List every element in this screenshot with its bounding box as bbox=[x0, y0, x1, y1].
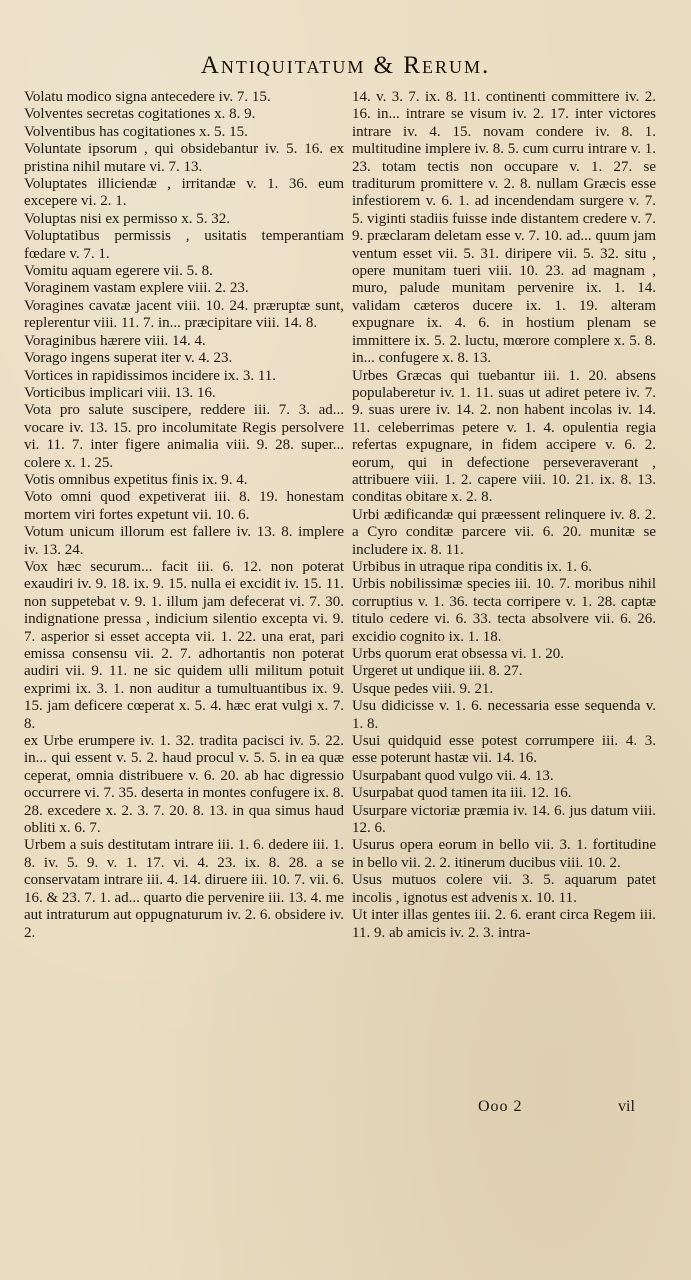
index-entry-text: Volatu modico signa antecedere iv. 7. 15. bbox=[24, 89, 271, 105]
index-entry-text: Usu didicisse v. 1. 6. necessaria esse sequenda v. 1. 8. bbox=[352, 698, 656, 732]
index-entry-text: Volventibus has cogitationes x. 5. 15. bbox=[24, 123, 248, 140]
index-entry bbox=[352, 681, 656, 698]
index-entry-text: Urbis nobilissimæ species iii. 10. 7. moribus nihil corruptius v. 1. 36. tecta corripere v. 1. 28. captæ titulo cedere vi. 6. 33. tecta absolvere vii. 6. 26. excidio cognito ix. 1. 18. bbox=[352, 576, 656, 645]
index-entry-text: Usus mutuos colere vii. 3. 5. aquarum patet incolis , ignotus est advenis x. 10. 11. bbox=[352, 872, 656, 906]
index-entry bbox=[24, 124, 344, 141]
index-entry-text: Volventes secretas cogitationes x. 8. 9. bbox=[24, 106, 256, 123]
index-entry bbox=[352, 663, 656, 680]
index-entry-text: Usurpabat quod tamen ita iii. 12. 16. bbox=[352, 785, 572, 802]
index-entry bbox=[352, 733, 656, 768]
index-entry bbox=[24, 298, 344, 333]
index-entry bbox=[24, 263, 344, 280]
index-entry-text: Usui quidquid esse potest corrumpere iii. 4. 3. esse poterunt hastæ vii. 14. 16. bbox=[352, 733, 656, 767]
index-entry bbox=[352, 646, 656, 663]
index-entry bbox=[24, 280, 344, 297]
index-entry-text: Voluptatibus permissis , usitatis temperantiam fœdare v. 7. 1. bbox=[24, 228, 344, 262]
index-entry bbox=[24, 211, 344, 228]
index-entry-text: Urbes Græcas qui tuebantur iii. 1. 20. absens populaberetur iv. 1. 11. suas ut adiret petere iv. 7. 9. suas urere iv. 14. 2. non habent incolas iv. 14. 11. celeberrimas petere v. 1. 4. opulentia regia refertas expugnare, in fidem accipere v. 6. 2. eorum, qui in defectione perseveraverant , attribuere viii. 1. 2. capere viii. 10. 21. ix. 8. 13. conditas obitare x. 2. 8. bbox=[352, 367, 656, 506]
index-entry-text: Vox hæc securum... facit iii. 6. 12. non poterat exaudiri iv. 9. 18. ix. 9. 15. nulla ei excidit iv. 15. 11. non suppetebat v. 9. 1. illum jam defecerat vi. 7. 30. indignatione pressa , indicium silentio excepta vi. 9. 7. asperior si esset accepta vii. 1. 22. una erat, pari emissa consensu vii. 2. 7. adhortantis non poterat audiri vii. 9. 11. ne sic quidem ulli militum potuit exprimi ix. 3. 1. non auditur a tumultuantibus ix. 9. 15. jam deficere cœperat x. 5. 4. hæc erat vulgi x. 7. 8. bbox=[24, 558, 344, 732]
index-entry bbox=[352, 803, 656, 838]
index-entry bbox=[352, 837, 656, 872]
index-entry bbox=[24, 733, 344, 837]
index-entry-text: Vortices in rapidissimos incidere ix. 3. 11. bbox=[24, 367, 277, 384]
index-entry-text: 14. v. 3. 7. ix. 8. 11. continenti committere iv. 2. 16. in... intrare se visum iv. 2. 17. inter victores intrare iv. 4. 15. novam condere iv. 8. 1. multitudine implere iv. 8. 5. cum curru intrare v. 1. 23. totam tectis non occupare v. 1. 27. se traditurum promittere v. 2. 8. nullam Græcis esse infestiorem v. 6. 1. ad incendendam surgere v. 7. 5. viginti stadiis fuisse inde distantem credere v. 7. 9. præclaram deletam esse v. 7. 10. ad... quum jam ventum esset vii. 5. 31. diripere vii. 5. 32. situ , opere munitam tueri viii. 10. 23. ad magnam , muro, palude munitam pervenire ix. 1. 14. validam cæteros ducere ix. 1. 19. alteram expugnare ix. 4. 6. in hostium plenam se immittere ix. 5. 2. luctu, mœrore complere x. 5. 8. in... confugere x. 8. 13. bbox=[352, 89, 656, 367]
index-entry-text: Vorticibus implicari viii. 13. 16. bbox=[24, 384, 216, 401]
index-entry bbox=[24, 559, 344, 733]
index-entry bbox=[352, 576, 656, 646]
index-entry bbox=[24, 402, 344, 472]
index-entry bbox=[24, 472, 344, 489]
index-entry-text: Voluptates illiciendæ , irritandæ v. 1. 36. eum excepere vi. 2. 1. bbox=[24, 176, 344, 210]
index-entry-text: Usurus opera eorum in bello vii. 3. 1. fortitudine in bello vii. 2. 2. itinerum ducibus viii. 10. 2. bbox=[352, 837, 656, 871]
index-entry bbox=[24, 350, 344, 367]
index-entry-text: Urbem a suis destitutam intrare iii. 1. 6. dedere iii. 1. 8. iv. 5. 9. v. 1. 17. vi. 4. 23. ix. 8. 28. a se conservatam intrare iii. 4. 14. diruere iii. 10. 7. vii. 6. 16. & 23. 7. 1. ad... quarto die pervenire iii. 13. 4. me aut intraturum aut oppugnaturum iv. 2. 6. obsidere iv. 2. bbox=[24, 837, 344, 941]
index-entry bbox=[24, 368, 344, 385]
index-entry-text: Vomitu aquam egerere vii. 5. 8. bbox=[24, 263, 213, 280]
page-footer bbox=[0, 1098, 691, 1118]
index-entry bbox=[24, 176, 344, 211]
index-entry-text: Usurpabant quod vulgo vii. 4. 13. bbox=[352, 767, 554, 784]
index-entry bbox=[352, 907, 656, 942]
index-entry-text: Urgeret ut undique iii. 8. 27. bbox=[352, 663, 523, 680]
index-entry-text: Voluptas nisi ex permisso x. 5. 32. bbox=[24, 210, 230, 227]
catchword: vil bbox=[618, 1098, 635, 1115]
index-entry-text: Voraginibus hærere viii. 14. 4. bbox=[24, 332, 206, 349]
index-entry-text: Usque pedes viii. 9. 21. bbox=[352, 680, 494, 697]
index-entry bbox=[24, 106, 344, 123]
index-entry-text: Urbi ædificandæ qui præessent relinquere iv. 8. 2. a Cyro conditæ parcere vii. 6. 20. munitæ se includere ix. 8. 11. bbox=[352, 506, 656, 558]
index-entry-text: Votum unicum illorum est fallere iv. 13. 8. implere iv. 13. 24. bbox=[24, 524, 344, 558]
index-entry bbox=[24, 333, 344, 350]
signature-mark: Ooo 2 bbox=[478, 1098, 523, 1115]
left-column bbox=[24, 89, 344, 942]
index-entry bbox=[24, 228, 344, 263]
index-entry-text: Urbibus in utraque ripa conditis ix. 1. 6. bbox=[352, 558, 592, 575]
index-entry bbox=[24, 385, 344, 402]
index-entry-text: Voraginem vastam explere viii. 2. 23. bbox=[24, 280, 249, 297]
index-entry-text: Vota pro salute suscipere, reddere iii. 7. 3. ad... vocare iv. 13. 15. pro incolumitate Regis persolvere vi. 11. 7. inter figere animalia viii. 9. 28. super... colere x. 1. 25. bbox=[24, 402, 344, 471]
index-entry bbox=[352, 507, 656, 559]
index-entry bbox=[352, 698, 656, 733]
index-entry bbox=[352, 768, 656, 785]
index-entry bbox=[24, 89, 344, 106]
index-entry bbox=[352, 559, 656, 576]
index-entry-text: Voluntate ipsorum , qui obsidebantur iv. 5. 16. ex pristina nihil mutare vi. 7. 13. bbox=[24, 141, 344, 175]
index-entry-text: Vorago ingens superat iter v. 4. 23. bbox=[24, 350, 233, 367]
running-head: Antiquitatum & Rerum. bbox=[200, 52, 491, 79]
index-entry bbox=[24, 837, 344, 941]
right-column bbox=[352, 89, 656, 942]
index-entry-text: Ut inter illas gentes iii. 2. 6. erant circa Regem iii. 11. 9. ab amicis iv. 2. 3. intra- bbox=[352, 907, 656, 941]
index-entry-text: Votis omnibus expetitus finis ix. 9. 4. bbox=[24, 471, 248, 488]
index-entry bbox=[352, 368, 656, 507]
index-entry bbox=[24, 524, 344, 559]
index-entry-text: ex Urbe erumpere iv. 1. 32. tradita pacisci iv. 5. 22. in... qui essent v. 5. 2. haud procul v. 5. 5. in ea quæ ceperat, omnia distribuere v. 6. 20. ab hac digressio occurrere vi. 7. 35. deserta in montes confugere ix. 8. 28. excedere x. 2. 3. 7. 20. 8. 13. in qua simus haud obliti x. 6. 7. bbox=[24, 733, 344, 837]
index-entry-text: Voto omni quod expetiverat iii. 8. 19. honestam mortem viri fortes expetunt vii. 10. 6. bbox=[24, 489, 344, 523]
index-entry bbox=[352, 872, 656, 907]
index-entry bbox=[24, 141, 344, 176]
index-entry bbox=[24, 489, 344, 524]
index-entry-text: Usurpare victoriæ præmia iv. 14. 6. jus datum viii. 12. 6. bbox=[352, 802, 656, 837]
index-entry-text: Voragines cavatæ jacent viii. 10. 24. præruptæ sunt, replerentur viii. 11. 7. in... præcipitare viii. 14. 8. bbox=[24, 297, 344, 332]
index-entry bbox=[352, 89, 656, 368]
index-entry-text: Urbs quorum erat obsessa vi. 1. 20. bbox=[352, 646, 565, 662]
index-entry bbox=[352, 785, 656, 802]
